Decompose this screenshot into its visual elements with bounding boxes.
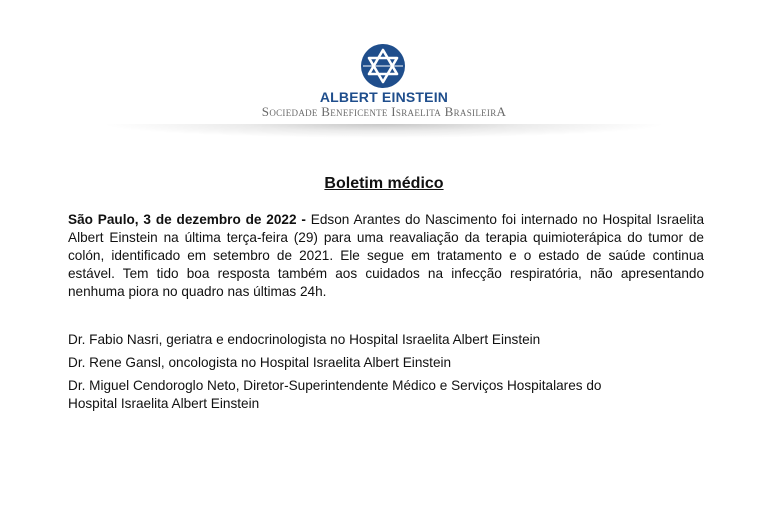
dateline: São Paulo, 3 de dezembro de 2022 - bbox=[68, 212, 306, 227]
einstein-logo-icon bbox=[355, 42, 411, 92]
bulletin-body: Edson Arantes do Nascimento foi internado no Hospital Israelita Albert Einstein na última terça-feira (29) para uma reavaliação da terapia quimioterápica do tumor de colón, identificado em setembro de 2021. Ele segue em tratamento e o estado de saúde continua estável. Tem tido boa resposta também aos cuidados na infecção respiratória, não apresentando nenhuma piora no quadro nas últimas 24h. bbox=[68, 212, 705, 299]
signature-line: Hospital Israelita Albert Einstein bbox=[68, 396, 260, 411]
signature-line: Dr. Fabio Nasri, geriatra e endocrinologista no Hospital Israelita Albert Einstein bbox=[68, 332, 541, 347]
org-subtitle: Sociedade Beneficente Israelita BrasileirA bbox=[261, 104, 507, 119]
org-name: ALBERT EINSTEIN bbox=[319, 89, 449, 105]
bulletin-paragraph bbox=[68, 211, 704, 301]
document-title: Boletim médico bbox=[324, 175, 444, 192]
signature-line: Dr. Miguel Cendoroglo Neto, Diretor-Superintendente Médico e Serviços Hospitalares do bbox=[68, 378, 602, 393]
signature-list bbox=[68, 331, 708, 418]
signature-line: Dr. Rene Gansl, oncologista no Hospital Israelita Albert Einstein bbox=[68, 355, 452, 370]
header-divider bbox=[100, 124, 668, 138]
